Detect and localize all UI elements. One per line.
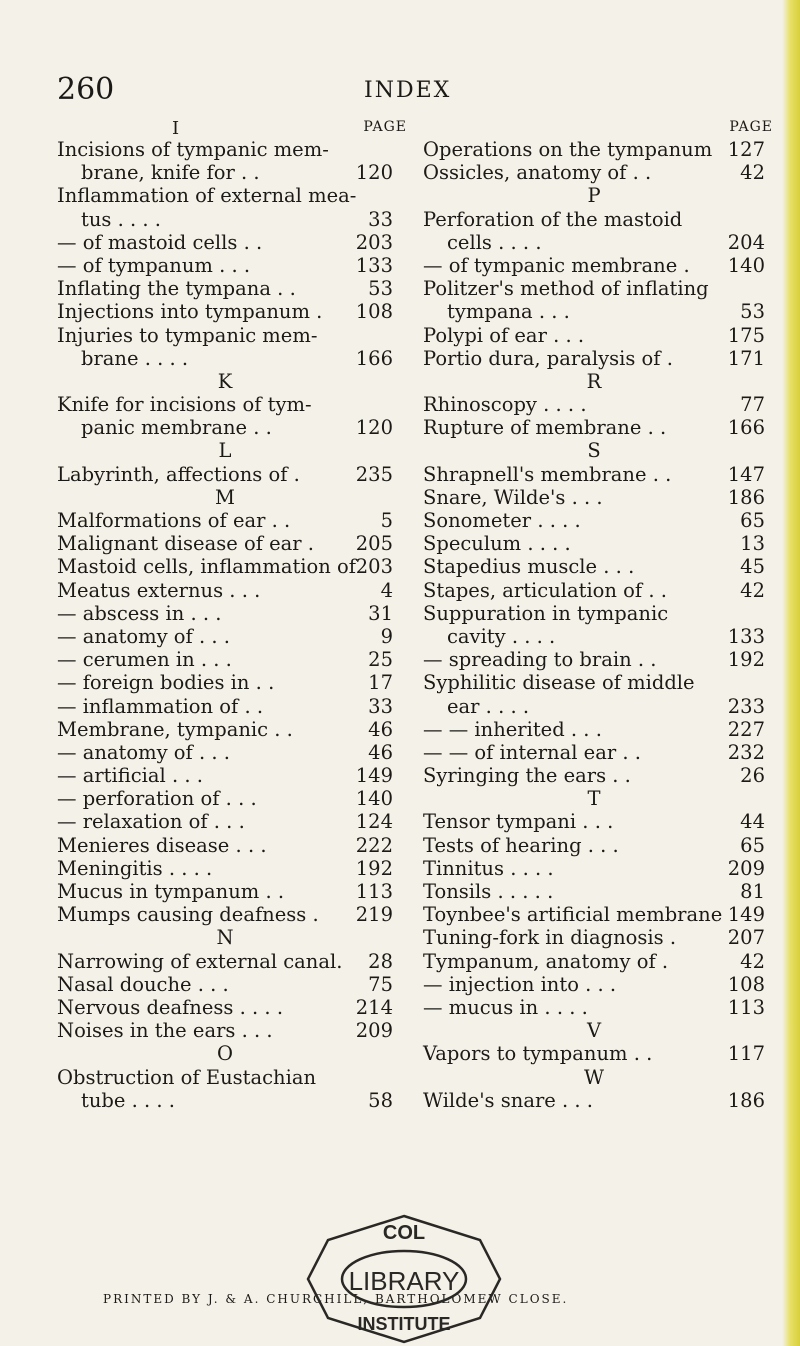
index-entry [423, 579, 765, 602]
index-entry-text: tympana . . . [447, 300, 570, 324]
index-page-number: 140 [355, 787, 393, 811]
index-entry-text: Operations on the tympanum [423, 138, 713, 161]
index-entry [57, 973, 393, 996]
index-entry-text: Meningitis . . . . [57, 856, 213, 880]
index-entry [57, 393, 393, 416]
index-entry [57, 834, 393, 857]
index-entry [57, 625, 393, 648]
index-page-number: 113 [355, 880, 393, 903]
index-page-number: 25 [368, 648, 393, 672]
index-entry [423, 857, 765, 880]
index-entry-text: — — of internal ear . . [423, 740, 641, 764]
index-entry [57, 555, 393, 578]
index-entry [57, 208, 393, 231]
index-page-number: 192 [355, 856, 393, 880]
index-entry-text: Malformations of ear . . [57, 509, 291, 532]
index-page-number: 13 [740, 532, 765, 556]
index-page-number: 133 [727, 624, 765, 648]
index-entry-text: — anatomy of . . . [57, 624, 230, 648]
index-entry [57, 277, 393, 300]
index-entry [57, 602, 393, 625]
index-entry-text: M [215, 485, 235, 509]
index-entry-text: Inflating the tympana . . [57, 277, 296, 301]
index-entry-text: — abscess in . . . [57, 601, 222, 625]
index-entry-text: T [587, 787, 601, 811]
index-entry-text: L [218, 439, 232, 463]
stamp-bottom-text: INSTITUTE [357, 1314, 451, 1334]
index-entry-text: — spreading to brain . . [423, 648, 657, 672]
index-entry-text: Nasal douche . . . [57, 972, 229, 996]
index-entry-text: — of mastoid cells . . [57, 230, 263, 254]
index-entry-text: — anatomy of . . . [57, 740, 230, 764]
index-entry-text: cells . . . . [447, 230, 542, 254]
index-entry-text: Knife for incisions of tym- [57, 393, 312, 417]
index-entry-text: Ossicles, anatomy of . . [423, 161, 652, 185]
index-page-number: 140 [727, 253, 765, 277]
index-entry-text: Toynbee's artificial membrane [423, 903, 723, 927]
index-entry-text: R [586, 369, 602, 393]
index-page-number: 33 [368, 694, 393, 718]
index-page-number: 149 [727, 903, 765, 927]
index-section-letter [57, 486, 393, 509]
index-page-number: 108 [727, 972, 765, 996]
index-entry-text: Membrane, tympanic . . [57, 717, 293, 741]
index-page-number: 81 [740, 880, 765, 903]
index-page-number: 166 [727, 416, 765, 440]
index-page-number: 46 [368, 717, 393, 741]
index-entry-text: — mucus in . . . . [423, 995, 588, 1019]
index-page-number: 133 [355, 253, 393, 277]
index-entry-text: cavity . . . . [447, 624, 556, 648]
index-entry [57, 347, 393, 370]
index-entry [57, 231, 393, 254]
index-entry [57, 324, 393, 347]
index-entry [423, 880, 765, 903]
index-entry [423, 300, 765, 323]
index-entry [423, 208, 765, 231]
index-entry [423, 393, 765, 416]
index-page-number: 9 [380, 624, 393, 648]
index-section-letter [423, 1019, 765, 1042]
index-page-number: 44 [740, 810, 765, 834]
index-entry-text: Tonsils . . . . . [423, 880, 554, 903]
index-entry-text: Malignant disease of ear . [57, 532, 315, 556]
index-entry-text: ear . . . . [447, 694, 530, 718]
index-page-number: 53 [368, 277, 393, 301]
index-entry [423, 625, 765, 648]
index-entry [423, 671, 765, 694]
index-page-number: 120 [355, 416, 393, 440]
index-entry [57, 254, 393, 277]
index-entry-text: Polypi of ear . . . [423, 323, 585, 347]
index-entry [57, 695, 393, 718]
index-entry-text: — of tympanum . . . [57, 253, 251, 277]
index-entry-text: Tinnitus . . . . [423, 856, 554, 880]
index-entry-text: Incisions of tympanic mem- [57, 138, 329, 161]
index-page-number: 75 [368, 972, 393, 996]
index-entry [423, 718, 765, 741]
index-page-number: 113 [727, 995, 765, 1019]
index-entry [423, 996, 765, 1019]
index-entry [57, 857, 393, 880]
index-entry [57, 1089, 393, 1112]
index-section-letter [423, 439, 765, 462]
index-page-number: 149 [355, 764, 393, 788]
index-entry [423, 602, 765, 625]
index-entry-text: tus . . . . [81, 207, 161, 231]
index-entry [57, 903, 393, 926]
index-entry [57, 880, 393, 903]
index-entry-text: V [586, 1019, 602, 1043]
page-edge-shadow [782, 0, 800, 1346]
index-page-number: 65 [740, 509, 765, 532]
left-index-column [57, 138, 393, 1112]
index-entry-text: S [587, 439, 601, 463]
index-entry-text: — of tympanic membrane . [423, 253, 690, 277]
index-page-number: 186 [727, 1088, 765, 1112]
index-page-number: 209 [355, 1019, 393, 1043]
index-page-number: 5 [380, 509, 393, 532]
index-entry [423, 764, 765, 787]
index-entry-text: — injection into . . . [423, 972, 617, 996]
index-page-number: 58 [368, 1088, 393, 1112]
index-entry-text: Inflammation of external mea- [57, 184, 357, 208]
index-page-number: 233 [727, 694, 765, 718]
index-entry [423, 834, 765, 857]
index-entry-text: — foreign bodies in . . [57, 671, 275, 695]
index-entry-text: Tuning-fork in diagnosis . [423, 926, 677, 950]
page-label: PAGE [363, 119, 407, 135]
index-entry-text: W [583, 1065, 605, 1089]
index-entry [423, 463, 765, 486]
index-section-letter [423, 1066, 765, 1089]
index-entry-text: Stapedius muscle . . . [423, 555, 635, 579]
index-entry-text: Syphilitic disease of middle [423, 671, 695, 695]
index-entry [423, 254, 765, 277]
index-entry [57, 300, 393, 323]
index-entry [423, 486, 765, 509]
index-entry-text: Politzer's method of inflating [423, 277, 709, 301]
index-entry-text: Meatus externus . . . [57, 578, 261, 602]
index-page-number: 192 [727, 648, 765, 672]
index-entry-text: Labyrinth, affections of . [57, 462, 300, 486]
index-entry-text: N [216, 926, 234, 950]
index-entry [423, 416, 765, 439]
index-entry [423, 648, 765, 671]
index-entry-text: — inflammation of . . [57, 694, 264, 718]
index-entry [57, 950, 393, 973]
index-page-number: 108 [355, 300, 393, 324]
stamp-library-text: LIBRARY [348, 1266, 460, 1296]
index-entry-text: Injuries to tympanic mem- [57, 323, 318, 347]
printer-imprint: PRINTED BY J. & A. CHURCHILL, BARTHOLOMEW CLOSE. [103, 1292, 569, 1306]
index-entry-text: Obstruction of Eustachian [57, 1065, 317, 1089]
index-entry-text: Portio dura, paralysis of . [423, 346, 673, 370]
index-page-number: 120 [355, 161, 393, 185]
index-entry [423, 532, 765, 555]
index-page-number: 42 [740, 949, 765, 973]
index-entry-text: Vapors to tympanum . . [423, 1042, 653, 1066]
index-page-number: 175 [727, 323, 765, 347]
index-entry-text: Nervous deafness . . . . [57, 995, 284, 1019]
index-entry-text: Stapes, articulation of . . [423, 578, 667, 602]
index-entry [57, 996, 393, 1019]
index-section-letter [423, 787, 765, 810]
index-page-number: 209 [727, 856, 765, 880]
index-entry-text: — cerumen in . . . [57, 648, 232, 672]
index-page-number: 219 [355, 903, 393, 927]
index-page-number: 42 [740, 578, 765, 602]
index-page-number: 77 [740, 393, 765, 417]
index-section-letter [423, 184, 765, 207]
right-column-heading [423, 118, 773, 138]
index-entry [57, 671, 393, 694]
index-page-number: 53 [740, 300, 765, 324]
index-entry [423, 950, 765, 973]
index-page-number: 127 [727, 138, 765, 161]
index-entry-text: Syringing the ears . . [423, 764, 631, 788]
index-entry-text: Suppuration in tympanic [423, 601, 669, 625]
index-entry-text: Tensor tympani . . . [423, 810, 614, 834]
index-section-letter [57, 1042, 393, 1065]
page-label: PAGE [729, 119, 773, 135]
index-section-letter [57, 926, 393, 949]
index-entry [423, 509, 765, 532]
index-page-number: 4 [380, 578, 393, 602]
index-entry-text: P [587, 184, 601, 208]
index-entry [57, 532, 393, 555]
index-entry-text: brane . . . . [81, 346, 189, 370]
index-entry-text: O [217, 1042, 233, 1066]
index-entry-text: Sonometer . . . . [423, 509, 581, 532]
index-entry [57, 138, 393, 161]
index-entry-text: Tympanum, anatomy of . [423, 949, 669, 973]
index-entry-text: K [217, 369, 233, 393]
index-section-letter [57, 439, 393, 462]
index-entry [423, 741, 765, 764]
index-page-number: 227 [727, 717, 765, 741]
index-entry-text: Rhinoscopy . . . . [423, 393, 587, 417]
index-page-number: 46 [368, 740, 393, 764]
index-entry-text: Speculum . . . . [423, 532, 571, 556]
right-index-column [423, 138, 765, 1112]
index-entry-text: brane, knife for . . [81, 161, 260, 185]
index-page-number: 117 [727, 1042, 765, 1066]
index-page-number: 203 [355, 555, 393, 579]
index-entry [423, 161, 765, 184]
index-entry [57, 718, 393, 741]
index-entry [423, 973, 765, 996]
index-entry-text: Mucus in tympanum . . [57, 880, 285, 903]
index-entry [423, 926, 765, 949]
index-entry-text: — perforation of . . . [57, 787, 257, 811]
stamp-top-text: COL [382, 1222, 426, 1244]
index-entry [423, 138, 765, 161]
index-entry [57, 1066, 393, 1089]
index-entry-text: panic membrane . . [81, 416, 272, 440]
index-entry [423, 903, 765, 926]
index-entry [57, 463, 393, 486]
index-entry [423, 555, 765, 578]
index-page-number: 28 [368, 949, 393, 973]
library-stamp [304, 1212, 504, 1346]
index-page-number: 171 [727, 346, 765, 370]
index-page-number: 203 [355, 230, 393, 254]
index-page-number: 31 [368, 601, 393, 625]
index-entry [423, 1042, 765, 1065]
index-entry-text: Tests of hearing . . . [423, 833, 619, 857]
index-page-number: 207 [727, 926, 765, 950]
index-page-number: 214 [355, 995, 393, 1019]
index-entry [57, 416, 393, 439]
index-entry [423, 231, 765, 254]
index-entry-text: Perforation of the mastoid [423, 207, 683, 231]
page-number: 260 [57, 72, 115, 107]
index-entry [57, 579, 393, 602]
index-entry-text: Menieres disease . . . [57, 833, 267, 857]
index-page-number: 222 [355, 833, 393, 857]
index-entry-text: Mastoid cells, inflammation of [57, 555, 356, 579]
index-entry [57, 509, 393, 532]
index-entry-text: Shrapnell's membrane . . [423, 462, 672, 486]
section-letter: I [172, 118, 180, 139]
index-entry [423, 810, 765, 833]
index-page-number: 232 [727, 740, 765, 764]
index-entry-text: Noises in the ears . . . [57, 1019, 273, 1043]
index-entry [57, 787, 393, 810]
index-entry-text: — relaxation of . . . [57, 810, 245, 834]
index-entry [57, 1019, 393, 1042]
index-entry-text: Injections into tympanum . [57, 300, 323, 324]
index-page-number: 42 [740, 161, 765, 185]
index-entry-text: — — inherited . . . [423, 717, 602, 741]
index-entry [423, 324, 765, 347]
index-page-number: 26 [740, 764, 765, 788]
index-page-number: 205 [355, 532, 393, 556]
index-entry [423, 347, 765, 370]
index-entry [57, 161, 393, 184]
index-page-number: 124 [355, 810, 393, 834]
index-entry [423, 1089, 765, 1112]
index-entry-text: tube . . . . [81, 1088, 176, 1112]
index-entry [423, 695, 765, 718]
index-page-number: 235 [355, 462, 393, 486]
index-page-number: 166 [355, 346, 393, 370]
index-page-number: 65 [740, 833, 765, 857]
index-page-number: 204 [727, 230, 765, 254]
index-entry [57, 810, 393, 833]
index-entry-text: Wilde's snare . . . [423, 1088, 594, 1112]
index-entry-text: — artificial . . . [57, 764, 203, 788]
index-entry [423, 277, 765, 300]
index-entry-text: Rupture of membrane . . [423, 416, 667, 440]
index-entry [57, 764, 393, 787]
index-page-number: 33 [368, 207, 393, 231]
index-page-number: 186 [727, 485, 765, 509]
index-entry-text: Snare, Wilde's . . . [423, 485, 603, 509]
left-column-heading [57, 118, 407, 138]
index-section-letter [57, 370, 393, 393]
index-page-number: 17 [368, 671, 393, 695]
index-page-number: 45 [740, 555, 765, 579]
index-entry-text: Mumps causing deafness . [57, 903, 319, 927]
index-section-letter [423, 370, 765, 393]
index-entry [57, 648, 393, 671]
running-head: INDEX [364, 78, 452, 103]
index-page-number: 147 [727, 462, 765, 486]
index-entry-text: Narrowing of external canal. [57, 949, 343, 973]
index-entry [57, 741, 393, 764]
index-entry [57, 184, 393, 207]
